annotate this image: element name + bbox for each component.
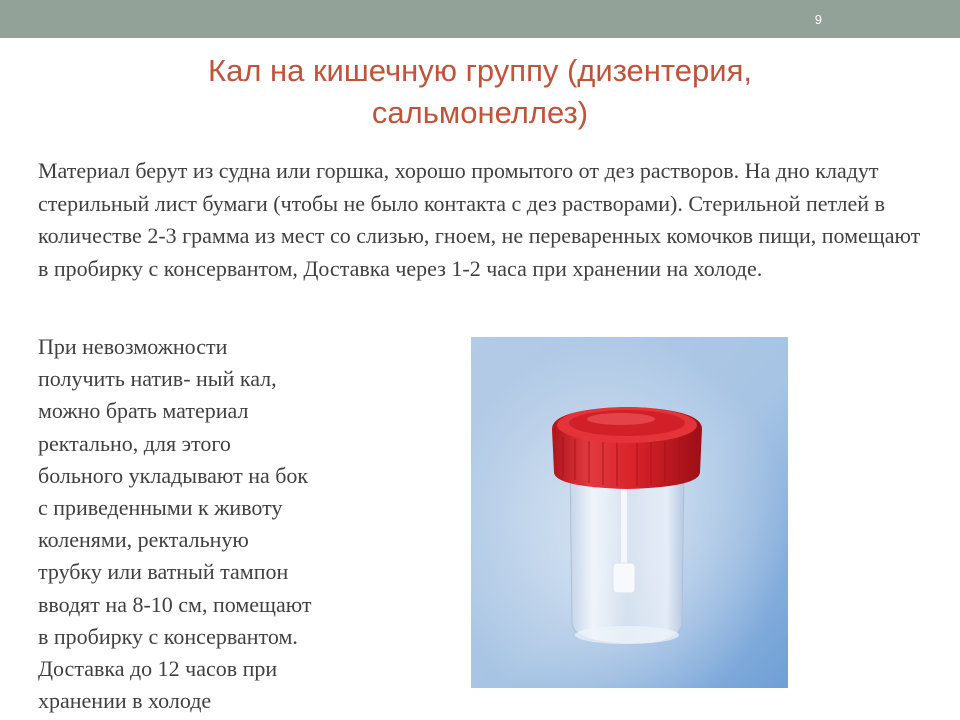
intro-paragraph: Материал берут из судна или горшка, хорошо промытого от дез растворов. На дно кладут стерильный лист бумаги (чтобы не было контакта с дез растворами). Стерильной петлей в количестве 2-3 грамма из мест со слизью, гноем, не переваренных комочков пищи, помещают в пробирку с консервантом, Доставка через 1-2 часа при хранении на холоде. <box>38 158 921 281</box>
slide-title-line: Кал на кишечную группу (дизентерия, <box>208 53 752 88</box>
slide-title-line: сальмонеллез) <box>371 95 589 130</box>
side-paragraph-line: больного укладывают на бок <box>38 462 309 488</box>
side-paragraph-line: с приведенными к животу <box>38 495 283 521</box>
side-paragraph-line: коленями, ректальную <box>38 527 249 553</box>
container-spoon <box>621 485 627 569</box>
side-paragraph-line: вводят на 8-10 см, помещают <box>38 591 312 617</box>
specimen-container-illustration <box>471 337 788 688</box>
side-paragraph <box>38 331 388 717</box>
side-paragraph-line: можно брать материал <box>38 398 249 424</box>
specimen-container-photo <box>471 337 788 688</box>
side-paragraph-line: трубку или ватный тампон <box>38 559 289 585</box>
slide-title <box>60 50 900 134</box>
side-paragraph-line: хранении в холоде <box>38 688 212 714</box>
side-paragraph-line: При невозможности <box>38 334 228 359</box>
side-paragraph-line: ректально, для этого <box>38 430 231 456</box>
side-paragraph-line: Доставка до 12 часов при <box>38 656 278 682</box>
slide-number: 9 <box>814 12 822 27</box>
side-paragraph-line: получить натив- ный кал, <box>38 366 277 392</box>
side-paragraph-line: в пробирку с консервантом. <box>38 623 298 649</box>
